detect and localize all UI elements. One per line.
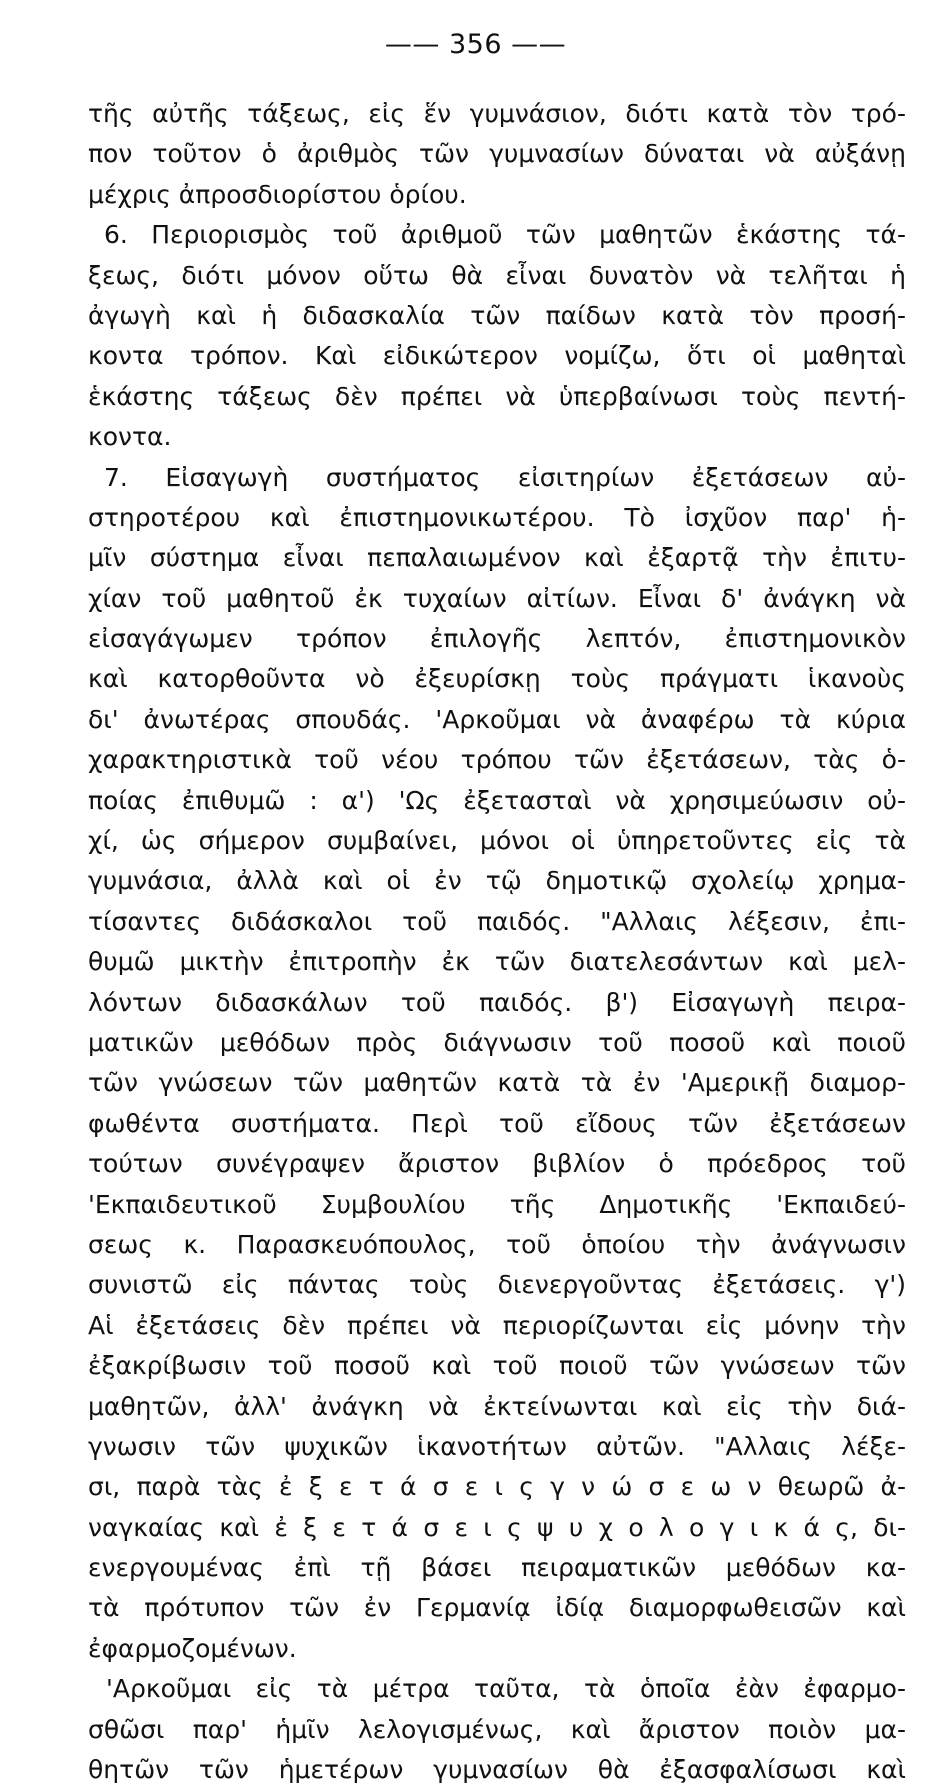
text-line: 'Αρκοῦμαι εἰς τὰ μέτρα ταῦτα, τὰ ὁποῖα ἐὰν ἐφαρμο- (106, 1674, 906, 1704)
text-line: θυμῶ μικτὴν ἐπιτροπὴν ἐκ τῶν διατελεσάντων καὶ μελ- (88, 947, 906, 977)
page-number: —— 356 —— (384, 29, 567, 60)
text-line: γνωσιν τῶν ψυχικῶν ἱκανοτήτων αὐτῶν. "Αλλαις λέξε- (88, 1431, 906, 1461)
text-line: μῖν σύστημα εἶναι πεπαλαιωμένον καὶ ἐξαρτᾷ τὴν ἐπιτυ- (88, 543, 906, 573)
text-line: σεως κ. Παρασκευόπουλος, τοῦ ὁποίου τὴν ἀνάγνωσιν (88, 1229, 906, 1259)
text-line: μαθητῶν, ἀλλ' ἀνάγκη νὰ ἐκτείνωνται καὶ εἰς τὴν διά- (88, 1391, 906, 1421)
text-line: 7. Εἰσαγωγὴ συστήματος εἰσιτηρίων ἐξετάσεων αὐ- (104, 462, 906, 492)
text-line: ἀγωγὴ καὶ ἡ διδασκαλία τῶν παίδων κατὰ τὸν προσή- (88, 300, 906, 330)
text-line: ἐξακρίβωσιν τοῦ ποσοῦ καὶ τοῦ ποιοῦ τῶν γνώσεων τῶν (88, 1351, 906, 1381)
text-line: λόντων διδασκάλων τοῦ παιδός. β') Εἰσαγωγὴ πειρα- (88, 987, 906, 1017)
text-line: 6. Περιορισμὸς τοῦ ἀριθμοῦ τῶν μαθητῶν ἑκάστης τά- (104, 220, 906, 250)
text-line: χί, ὡς σήμερον συμβαίνει, μόνοι οἱ ὑπηρετοῦντες εἰς τὰ (88, 826, 906, 856)
text-line: δι' ἀνωτέρας σπουδάς. 'Αρκοῦμαι νὰ ἀναφέρω τὰ κύρια (88, 704, 906, 734)
text-line: πον τοῦτον ὁ ἀριθμὸς τῶν γυμνασίων δύναται νὰ αὐξάνῃ (88, 139, 906, 169)
text-line: τούτων συνέγραψεν ἄριστον βιβλίον ὁ πρόεδρος τοῦ (88, 1149, 906, 1179)
text-line: Αἱ ἐξετάσεις δὲν πρέπει νὰ περιορίζωνται εἰς μόνην τὴν (88, 1310, 906, 1340)
text-line: στηροτέρου καὶ ἐπιστημονικωτέρου. Τὸ ἰσχῦον παρ' ἡ- (88, 502, 906, 532)
text-line: τῆς αὐτῆς τάξεως, εἰς ἕν γυμνάσιον, διότι κατὰ τὸν τρό- (88, 99, 906, 128)
text-line: 'Εκπαιδευτικοῦ Συμβουλίου τῆς Δημοτικῆς 'Εκπαιδεύ- (88, 1189, 906, 1219)
text-line: φωθέντα συστήματα. Περὶ τοῦ εἴδους τῶν ἐξετάσεων (88, 1108, 906, 1138)
text-line: καὶ κατορθοῦντα νὸ ἐξευρίσκῃ τοὺς πράγματι ἱκανοὺς (88, 664, 906, 694)
text-line: εἰσαγάγωμεν τρόπον ἐπιλογῆς λεπτόν, ἐπιστημονικὸν (88, 624, 906, 654)
text-line: μέχρις ἀπροσδιορίστου ὁρίου. (88, 179, 467, 209)
text-line: ποίας ἐπιθυμῶ : α') 'Ως ἐξετασταὶ νὰ χρησιμεύωσιν οὐ- (88, 785, 906, 815)
text-line: τίσαντες διδάσκαλοι τοῦ παιδός. "Αλλαις λέξεσιν, ἐπι- (88, 906, 906, 936)
body-text (88, 94, 906, 1790)
text-line: κοντα τρόπον. Καὶ εἰδικώτερον νομίζω, ὅτι οἱ μαθηταὶ (88, 341, 906, 371)
text-line: ξεως, διότι μόνον οὕτω θὰ εἶναι δυνατὸν νὰ τελῆται ἡ (88, 260, 906, 290)
text-line: ἑκάστης τάξεως δὲν πρέπει νὰ ὑπερβαίνωσι τοὺς πεντή- (88, 381, 906, 411)
text-line: τῶν γνώσεων τῶν μαθητῶν κατὰ τὰ ἐν 'Αμερικῇ διαμορ- (88, 1068, 906, 1098)
text-line: τὰ πρότυπον τῶν ἐν Γερμανίᾳ ἰδίᾳ διαμορφωθεισῶν καὶ (88, 1593, 906, 1623)
text-line: ἐφαρμοζομένων. (88, 1633, 297, 1663)
text-line: ναγκαίας καὶ ἐ ξ ε τ ά σ ε ι ς ψ υ χ ο λ ο γ ι κ ά ς, δι- (88, 1512, 906, 1542)
text-line: χίαν τοῦ μαθητοῦ ἐκ τυχαίων αἰτίων. Εἶναι δ' ἀνάγκη νὰ (88, 583, 906, 613)
text-line: ενεργουμένας ἐπὶ τῇ βάσει πειραματικῶν μεθόδων κα- (88, 1553, 906, 1583)
text-line: θητῶν τῶν ἡμετέρων γυμνασίων θὰ ἐξασφαλίσωσι καὶ (88, 1755, 906, 1785)
text-line: συνιστῶ εἰς πάντας τοὺς διενεργοῦντας ἐξετάσεις. γ') (88, 1270, 906, 1300)
text-line: κοντα. (88, 422, 172, 452)
text-line: ματικῶν μεθόδων πρὸς διάγνωσιν τοῦ ποσοῦ καὶ ποιοῦ (88, 1027, 906, 1057)
text-line: σι, παρὰ τὰς ἐ ξ ε τ ά σ ε ι ς γ ν ώ σ ε ω ν θεωρῶ ἀ- (88, 1472, 906, 1502)
text-line: χαρακτηριστικὰ τοῦ νέου τρόπου τῶν ἐξετάσεων, τὰς ὁ- (88, 745, 906, 775)
text-line: γυμνάσια, ἀλλὰ καὶ οἱ ἐν τῷ δημοτικῷ σχολείῳ χρημα- (88, 866, 906, 896)
text-line: σθῶσι παρ' ἡμῖν λελογισμένως, καὶ ἄριστον ποιὸν μα- (88, 1714, 906, 1744)
